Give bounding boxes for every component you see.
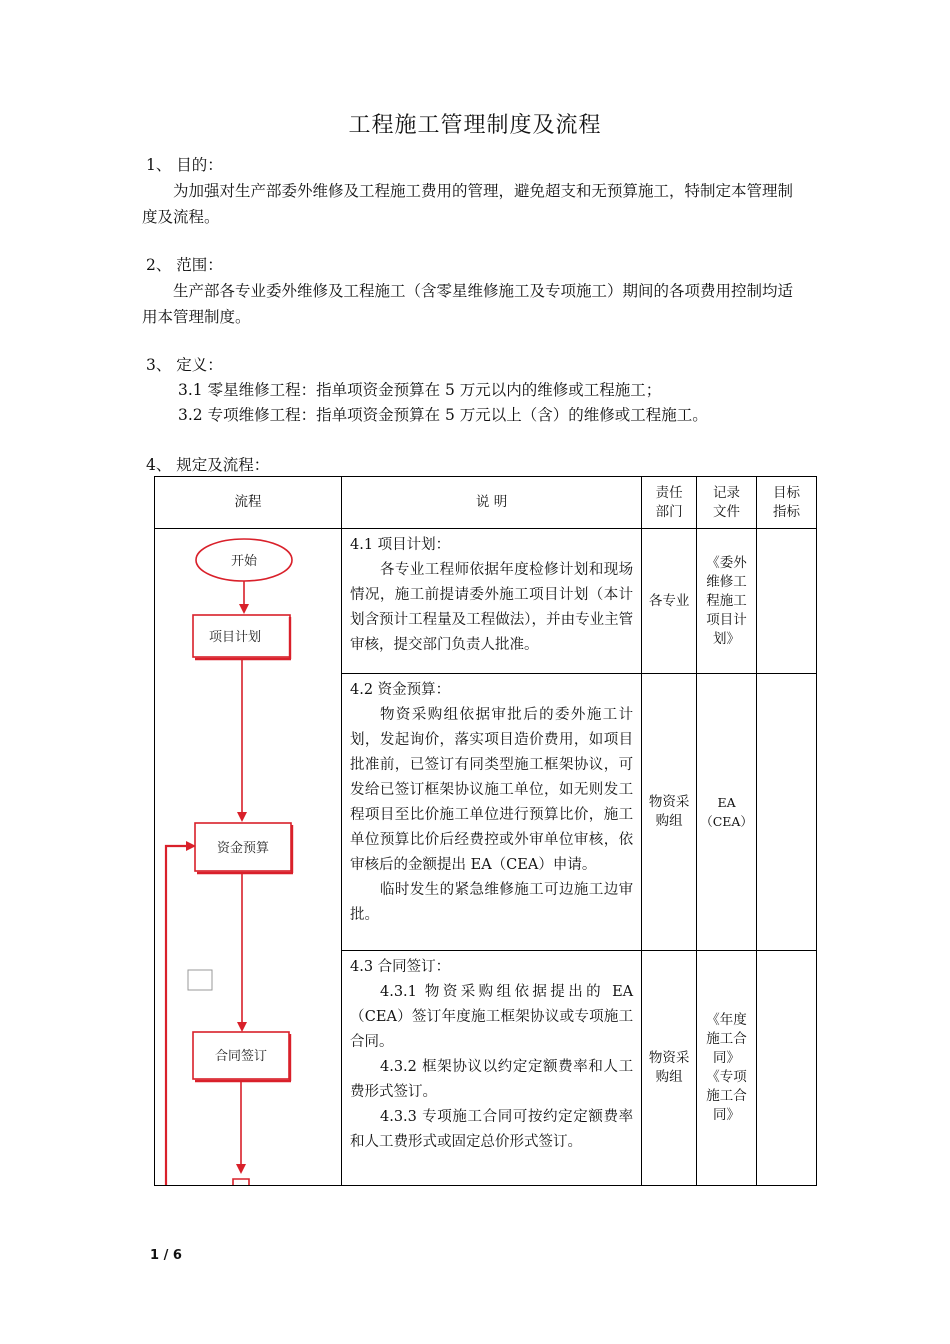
section-2-heading: 2、 范围： [146,256,223,274]
row-2-record: EA（CEA） [697,674,757,950]
row-1-record: 《委外维修工程施工项目计划》 [697,529,757,674]
header-target: 目标指标 [757,477,817,529]
section-2-body: 生产部各专业委外维修及工程施工（含零星维修施工及专项施工）期间的各项费用控制均适用本管理制度。 [142,282,794,326]
row-3-record: 《年度施工合同》《专项施工合同》 [697,950,757,1185]
row-1-description [342,529,642,674]
flow-placeholder-box [188,970,212,990]
document-title: 工程施工管理制度及流程 [348,113,602,138]
table-header-row [155,477,817,529]
section-3-heading: 3、 定义： [146,356,223,374]
flowchart-cell [155,529,342,1186]
definition-3-2: 3.2 专项维修工程：指单项资金预算在 5 万元以上（含）的维修或工程施工。 [178,406,708,424]
header-dept: 责任部门 [642,477,697,529]
flow-step-project-plan-label: 项目计划 [208,630,262,645]
row-3-description [342,950,642,1185]
row-1-target [757,529,817,674]
row-3-target [757,950,817,1185]
header-record: 记录文件 [697,477,757,529]
row-2-desc-title: 4.2 资金预算： [350,682,451,699]
procedure-table [154,476,817,1186]
row-1-dept: 各专业 [642,529,697,674]
flow-step-budget-label: 资金预算 [216,841,270,856]
flow-step-contract-label: 合同签订 [214,1049,268,1064]
section-1-heading: 1、 目的： [146,156,223,174]
flow-offpage-connector [233,1179,249,1185]
table-row [155,529,817,674]
flowchart [155,529,341,1185]
header-desc: 说 明 [342,477,642,529]
section-1-body: 为加强对生产部委外维修及工程施工费用的管理，避免超支和无预算施工，特制定本管理制度及流程。 [142,182,794,226]
flow-loop-back-line [166,846,191,1185]
page-number: 1 / 6 [150,1248,182,1263]
definition-3-1: 3.1 零星维修工程：指单项资金预算在 5 万元以内的维修或工程施工； [178,381,662,399]
row-2-target [757,674,817,950]
row-2-desc-para: 物资采购组依据审批后的委外施工计划，发起询价，落实项目造价费用，如项目批准前，已签订有同类型施工框架协议，可发给已签订框架协议施工单位，如无则发工程项目至比价施工单位进行预算比价，施工单位预算比价后经费控或外审单位审核，依审核后的金额提出 EA（CEA）申请。 [350,707,634,874]
row-2-description [342,674,642,950]
row-3-desc-para: 4.3.3 专项施工合同可按约定定额费率和人工费形式或固定总价形式签订。 [350,1108,634,1150]
header-flow: 流程 [155,477,342,529]
row-3-desc-title: 4.3 合同签订： [350,958,451,975]
flow-start-label: 开始 [230,554,258,569]
row-1-desc-para: 各专业工程师依据年度检修计划和现场情况，施工前提请委外施工项目计划（本计划含预计工程量及工程做法），并由专业主管审核，提交部门负责人批准。 [350,562,634,653]
row-1-desc-title: 4.1 项目计划： [350,537,451,553]
row-2-dept: 物资采购组 [642,674,697,950]
row-3-dept: 物资采购组 [642,950,697,1185]
row-3-desc-para: 4.3.1 物资采购组依据提出的 EA（CEA）签订年度施工框架协议或专项施工合同。 [350,983,634,1050]
section-4-heading: 4、 规定及流程： [146,456,270,474]
row-3-desc-para: 4.3.2 框架协议以约定定额费率和人工费形式签订。 [350,1058,634,1100]
row-2-desc-para: 临时发生的紧急维修施工可边施工边审批。 [350,882,634,924]
